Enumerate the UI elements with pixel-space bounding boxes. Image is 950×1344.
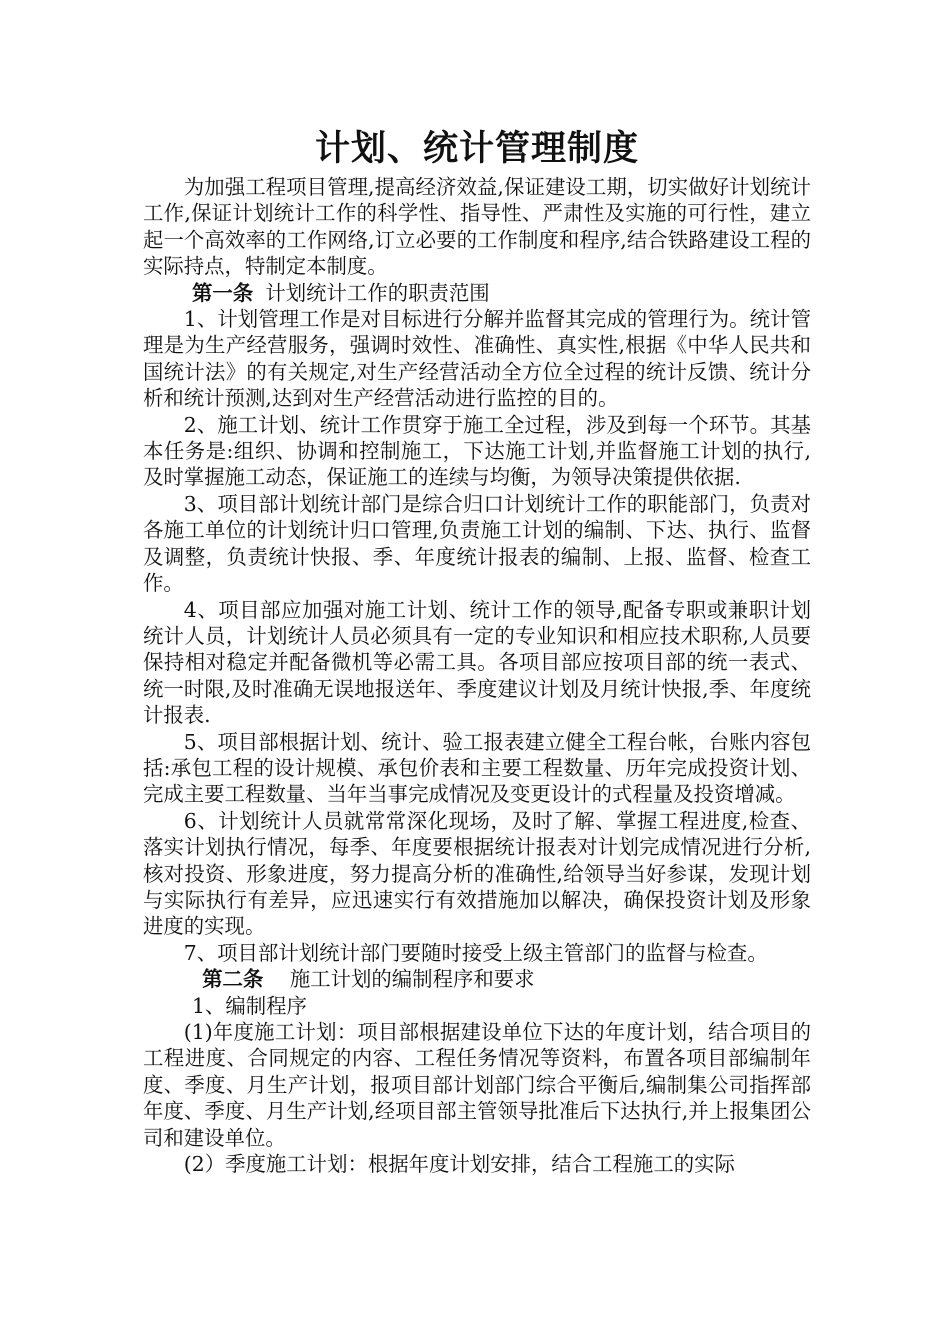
article-2-subheading: 1、编制程序 bbox=[191, 993, 307, 1018]
article-1-item-1: 1、计划管理工作是对目标进行分解并监督其完成的管理行为。统计管理是为生产经营服务，强调时效性、准确性、真实性,根据《中华人民共和国统计法》的有关规定,对生产经营活动全方位全过程的统计反馈、统计分析和统计预测,达到对生产经营活动进行监控的目的。 bbox=[143, 307, 811, 411]
document-page bbox=[143, 126, 811, 1177]
article-2-heading bbox=[143, 966, 811, 992]
document-title: 计划、统计管理制度 bbox=[314, 129, 639, 169]
article-2-item-2: (2）季度施工计划：根据年度计划安排，结合工程施工的实际 bbox=[183, 1152, 735, 1177]
article-2-number: 第二条 bbox=[202, 967, 264, 992]
article-1-title: 计划统计工作的职责范围 bbox=[265, 280, 490, 305]
intro-paragraph: 为加强工程项目管理,提高经济效益,保证建设工期，切实做好计划统计工作,保证计划统计工作的科学性、指导性、严肃性及实施的可行性，建立起一个高效率的工作网络,订立必要的工作制度和程序,结合铁路建设工程的实际持点，特制定本制度。 bbox=[143, 175, 811, 279]
article-2-title: 施工计划的编制程序和要求 bbox=[289, 967, 535, 992]
article-1-item-2: 2、施工计划、统计工作贯穿于施工全过程，涉及到每一个环节。其基本任务是:组织、协调和控制施工，下达施工计划,并监督施工计划的执行,及时掌握施工动态，保证施工的连续与均衡，为领导决策提供依据. bbox=[143, 412, 811, 490]
article-1-item-5: 5、项目部根据计划、统计、验工报表建立健全工程台帐，台账内容包括:承包工程的设计规模、承包价表和主要工程数量、历年完成投资计划、完成主要工程数量、当年当事完成情况及变更设计的式程量及投资增减。 bbox=[143, 729, 811, 807]
article-1-heading bbox=[143, 280, 811, 306]
article-1-number: 第一条 bbox=[191, 280, 254, 305]
article-2-item-1: (1)年度施工计划：项目部根据建设单位下达的年度计划，结合项目的工程进度、合同规定的内容、工程任务情况等资料，布置各项目部编制年度、季度、月生产计划，报项目部计划部门综合平衡后,编制集公司指挥部年度、季度、月生产计划,经项目部主管领导批准后下达执行,并上报集团公司和建设单位。 bbox=[143, 1020, 811, 1150]
document-body bbox=[143, 174, 811, 1177]
article-1-item-4: 4、项目部应加强对施工计划、统计工作的领导,配备专职或兼职计划统计人员，计划统计人员必须具有一定的专业知识和相应技术职称,人员要保持相对稳定并配备微机等必需工具。各项目部应按项目部的统一表式、统一时限,及时准确无误地报送年、季度建议计划及月统计快报,季、年度统计报表. bbox=[143, 597, 811, 728]
article-1-item-7: 7、项目部计划统计部门要随时接受上级主管部门的监督与检查。 bbox=[183, 940, 768, 965]
article-1-item-3: 3、项目部计划统计部门是综合归口计划统计工作的职能部门，负责对各施工单位的计划统计归口管理,负责施工计划的编制、下达、执行、监督及调整，负责统计快报、季、年度统计报表的编制、上报、监督、检查工作。 bbox=[143, 491, 811, 596]
article-1-item-6: 6、计划统计人员就常常深化现场，及时了解、掌握工程进度,检查、落实计划执行情况，每季、年度要根据统计报表对计划完成情况进行分析,核对投资、形象进度，努力提高分析的准确性,给领导当好参谋，发现计划与实际执行有差异，应迅速实行有效措施加以解决，确保投资计划及形象进度的实现。 bbox=[143, 808, 811, 939]
